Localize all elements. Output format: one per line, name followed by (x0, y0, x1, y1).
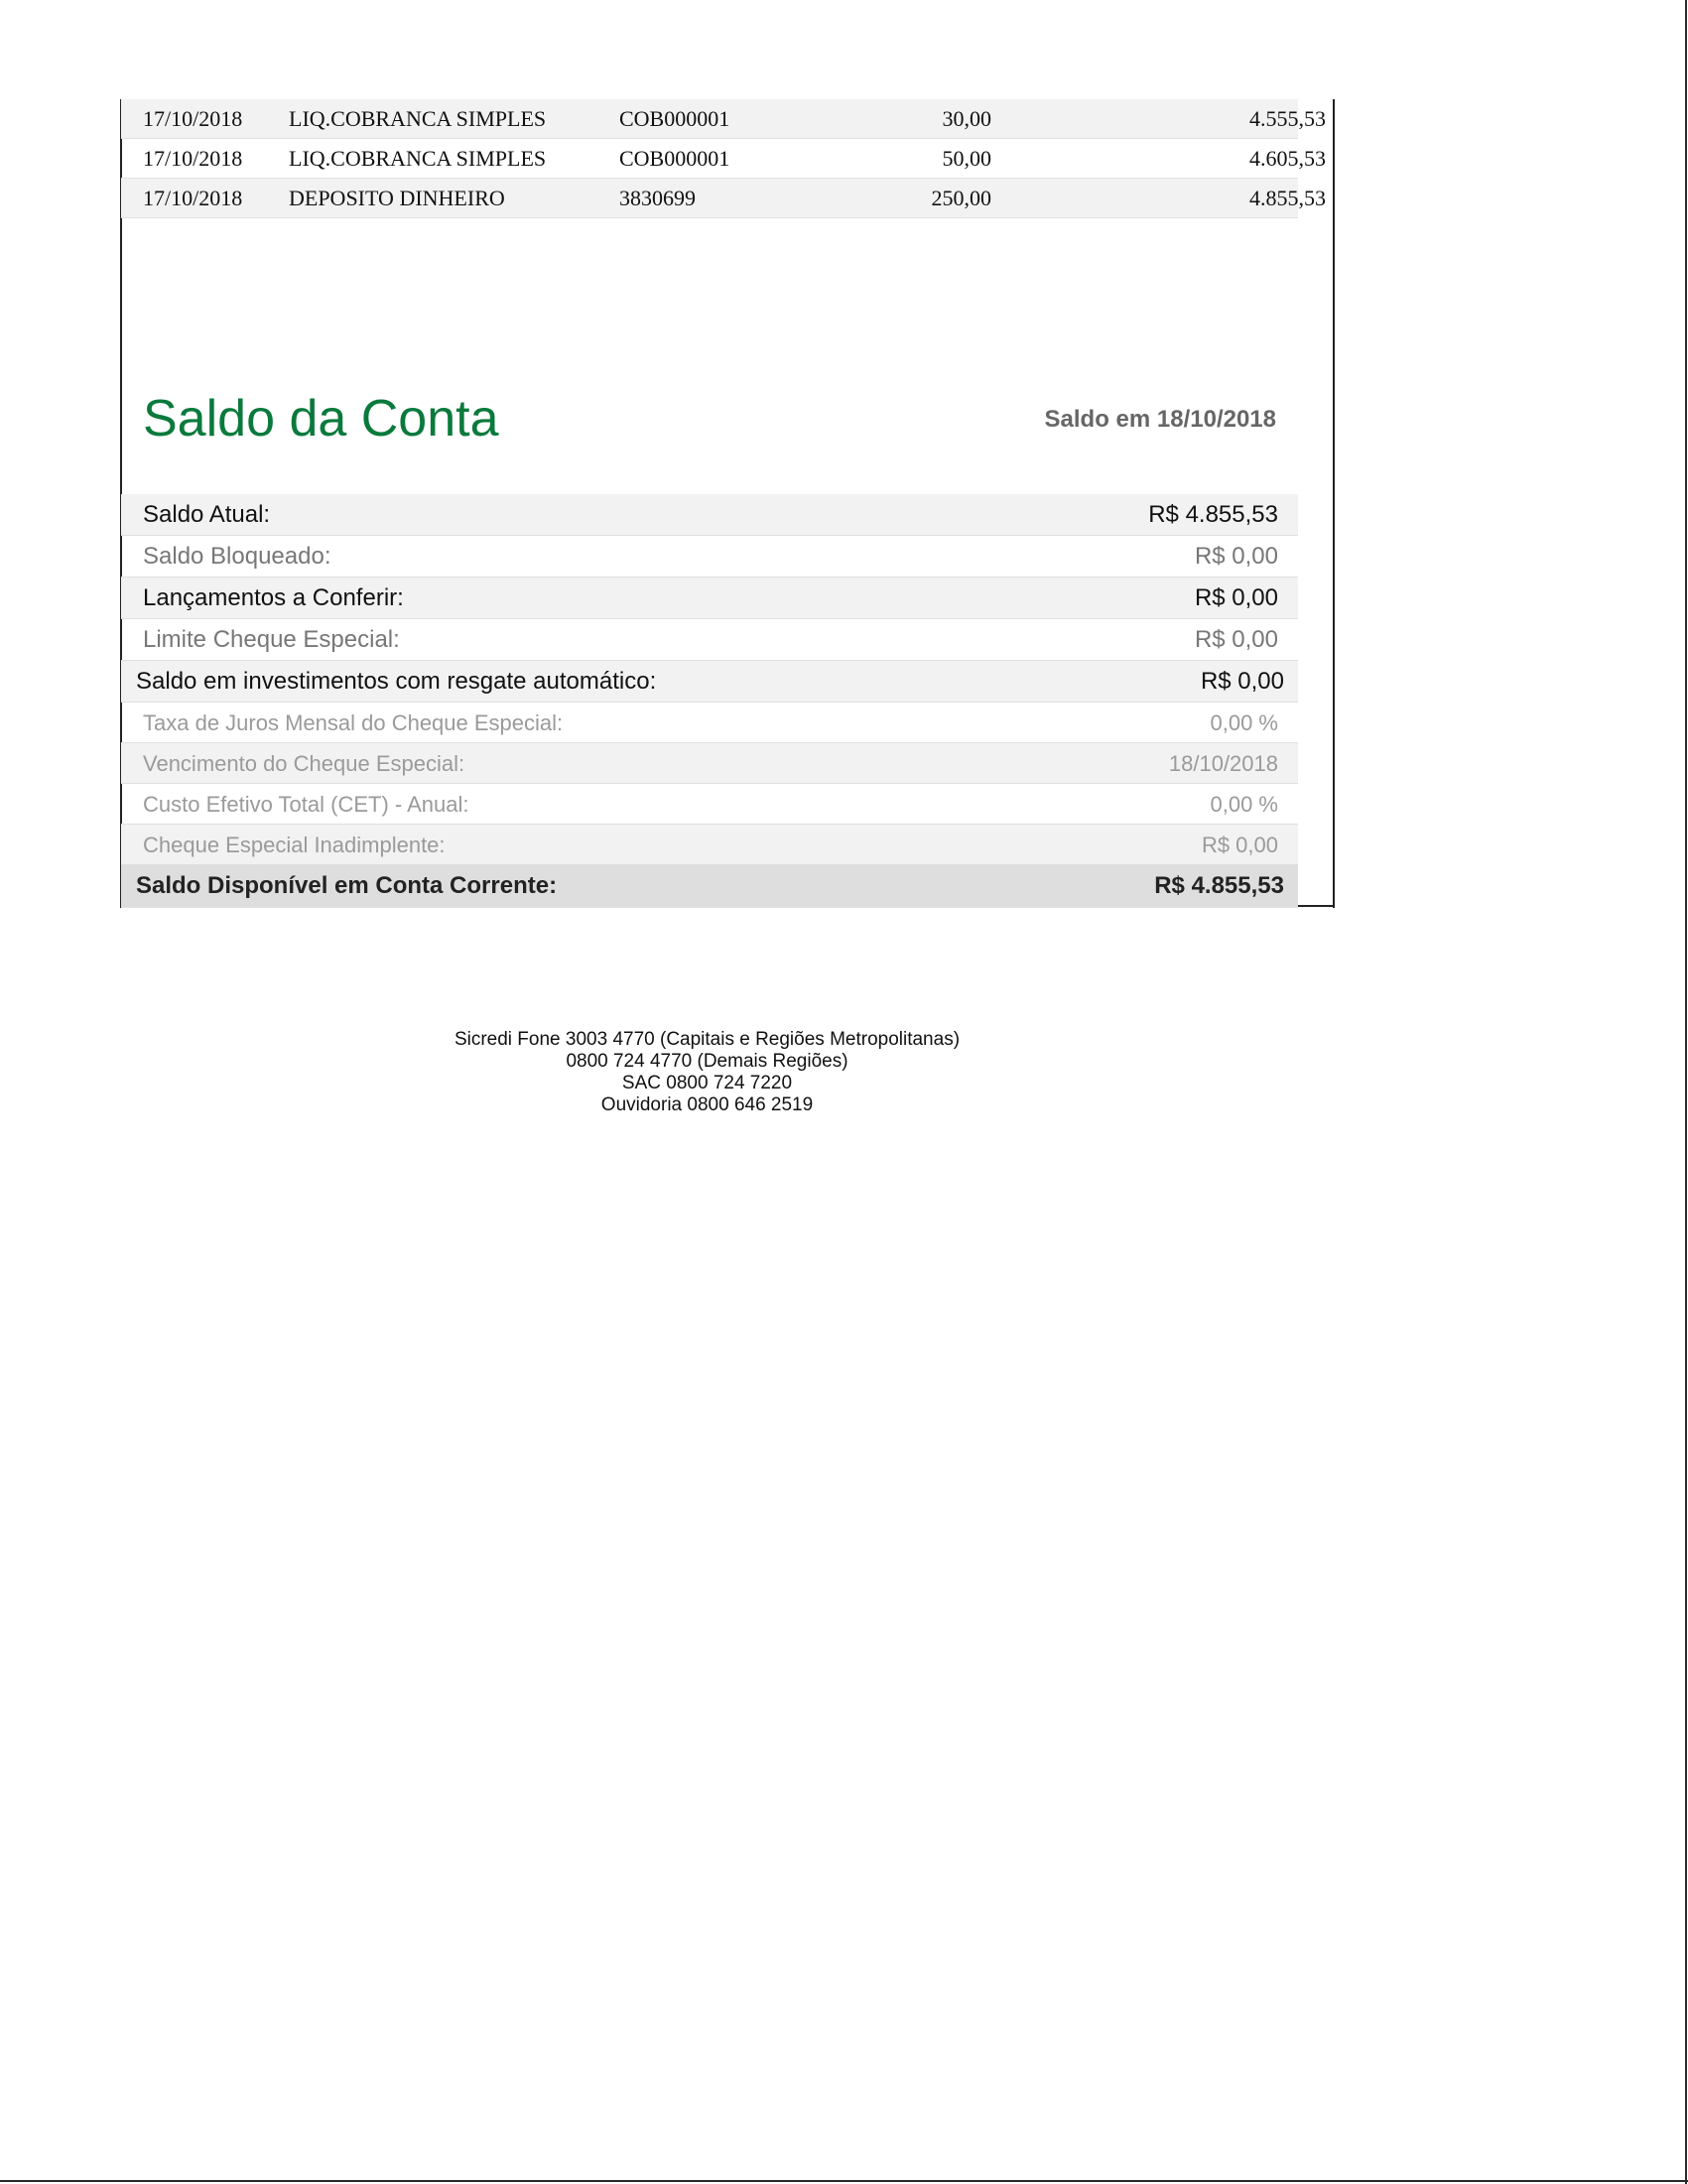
transaction-row (121, 179, 1326, 218)
balance-row-blocked (121, 536, 1298, 578)
transaction-description: DEPOSITO DINHEIRO (289, 186, 505, 210)
balance-row-pending (121, 578, 1298, 619)
balance-label: Cheque Especial Inadimplente: (143, 833, 446, 857)
balance-date-label: Saldo em 18/10/2018 (1044, 406, 1276, 433)
transaction-value: 250,00 (931, 186, 991, 210)
transaction-date: 17/10/2018 (143, 106, 243, 131)
footer-line-phone: Sicredi Fone 3003 4770 (Capitais e Regiões Metropolitanas) (454, 1029, 961, 1050)
balance-row-overdraft-default (121, 825, 1298, 865)
balance-table (121, 494, 1298, 908)
balance-label: Custo Efetivo Total (CET) - Anual: (143, 792, 469, 817)
balance-row-current (121, 494, 1298, 536)
page-edge-right (1685, 0, 1687, 2184)
balance-value: R$ 0,00 (1194, 626, 1278, 653)
transaction-balance: 4.605,53 (1249, 146, 1326, 171)
balance-label: Saldo em investimentos com resgate automático: (136, 668, 657, 695)
balance-value: R$ 4.855,53 (1148, 501, 1278, 528)
contact-footer (397, 1029, 1017, 1116)
transaction-date: 17/10/2018 (143, 186, 243, 210)
balance-label: Saldo Disponível em Conta Corrente: (136, 872, 558, 899)
transaction-balance: 4.555,53 (1249, 106, 1326, 131)
balance-row-cet (121, 784, 1298, 825)
balance-value: R$ 0,00 (1194, 584, 1278, 611)
balance-row-investments (121, 661, 1298, 703)
transaction-row (121, 99, 1326, 139)
transaction-document: COB000001 (619, 146, 730, 171)
page-edge-bottom (0, 2180, 1688, 2182)
balance-value: R$ 4.855,53 (1154, 872, 1284, 899)
balance-value: R$ 0,00 (1200, 668, 1284, 695)
balance-row-overdraft-due (121, 743, 1298, 784)
footer-line-other-regions: 0800 724 4770 (Demais Regiões) (566, 1051, 848, 1072)
transaction-value: 30,00 (942, 106, 991, 131)
balance-value: R$ 0,00 (1194, 543, 1278, 570)
balance-label: Taxa de Juros Mensal do Cheque Especial: (143, 710, 564, 735)
transaction-date: 17/10/2018 (143, 146, 243, 171)
transaction-balance: 4.855,53 (1249, 186, 1326, 210)
transactions-table (121, 99, 1326, 218)
balance-label: Limite Cheque Especial: (143, 626, 400, 653)
balance-value: R$ 0,00 (1201, 833, 1278, 857)
transaction-document: 3830699 (619, 186, 696, 210)
footer-line-ombudsman: Ouvidoria 0800 646 2519 (600, 1094, 814, 1115)
transaction-description: LIQ.COBRANCA SIMPLES (289, 106, 547, 131)
transaction-row (121, 139, 1326, 179)
frame-right-line (1333, 99, 1335, 908)
transaction-document: COB000001 (619, 106, 730, 131)
balance-row-overdraft-limit (121, 619, 1298, 661)
balance-value: 18/10/2018 (1168, 751, 1278, 776)
balance-label: Saldo Atual: (143, 501, 271, 528)
balance-value: 0,00 % (1210, 710, 1278, 735)
balance-label: Saldo Bloqueado: (143, 543, 331, 570)
transaction-value: 50,00 (942, 146, 991, 171)
footer-line-sac: SAC 0800 724 7220 (621, 1073, 793, 1093)
balance-value: 0,00 % (1210, 792, 1278, 817)
transaction-description: LIQ.COBRANCA SIMPLES (289, 146, 547, 171)
balance-row-available (121, 865, 1298, 908)
balance-label: Lançamentos a Conferir: (143, 584, 404, 611)
section-title: Saldo da Conta (143, 390, 499, 448)
balance-label: Vencimento do Cheque Especial: (143, 751, 465, 776)
balance-row-interest-rate (121, 703, 1298, 743)
